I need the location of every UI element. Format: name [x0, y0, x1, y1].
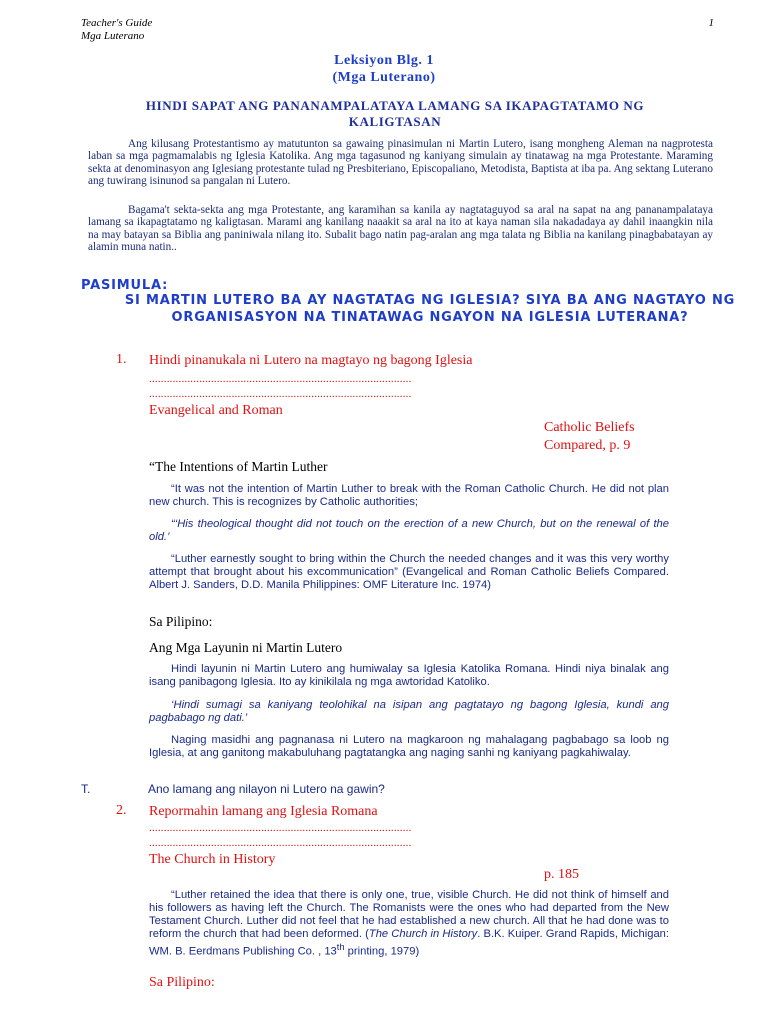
fil-quote-2-text: ‘Hindi sumagi sa kaniyang teolohikal na isipan ang pagtatayo ng bagong Iglesia, kundi ang pagbabago ng dati.’: [149, 699, 669, 724]
point-2-sa-pilipino: Sa Pilipino:: [149, 975, 215, 990]
running-header: [81, 17, 152, 43]
point-2-quote-text-c: printing, 1979): [344, 945, 420, 958]
fil-quote-3-text: Naging masidhi ang pagnanasa ni Lutero na magkaroon ng mahalagang pagbabago sa loob ng Iglesia, at ang ganitong makabuluhang pagtatangka ang naging sanhi ng kaniyang pagkahiwalay.: [149, 734, 669, 759]
point-1-text: Hindi pinanukala ni Lutero na magtayo ng bagong Iglesia: [149, 353, 473, 368]
page-number: 1: [708, 17, 714, 29]
point-1-blank-line-2: .........................................................................................: [149, 388, 412, 400]
point-1-filipino-heading: Ang Mga Layunin ni Martin Lutero: [149, 640, 343, 655]
point-2-number: 2.: [116, 803, 127, 818]
header-guide: Teacher's Guide: [81, 17, 153, 29]
point-2-blank-line-1: .........................................................................................: [149, 822, 412, 834]
point-1-quote-1: [149, 483, 669, 509]
point-2-quote-text-a: “Luther retained the idea that there is only one, true, visible Church. He did not think of himself and his followers as having left the Church. The Romanists were the ones who had departed from the New Testament Church. Luther did not feel that he had established a new church. All that he had done was to reform the church that had been deformed. (: [149, 889, 669, 940]
lesson-title: HINDI SAPAT ANG PANANAMPALATAYA LAMANG SA IKAPAGTATAMO NG KALIGTASAN: [145, 98, 645, 129]
point-2-quote: [149, 889, 669, 959]
point-1-blank-line-1: .........................................................................................: [149, 373, 412, 385]
point-2-quote-sup: th: [336, 942, 345, 952]
point-1-book-title-cont: Catholic Beliefs: [544, 420, 635, 435]
pasimula-question: SI MARTIN LUTERO BA AY NAGTATAG NG IGLESIA? SIYA BA ANG NAGTAYO NG ORGANISASYON NA TINATAWAG NGAYON NA IGLESIA LUTERANA?: [124, 293, 736, 325]
point-2-quote-book-title: The Church in History: [368, 928, 478, 940]
pasimula-label: PASIMULA:: [81, 278, 169, 293]
point-2-book-title: The Church in History: [149, 852, 276, 867]
quote-3-text: “Luther earnestly sought to bring within the Church the needed changes and it was this very worthy attempt that brought about his excommunication” (Evangelical and Roman Catholic Beliefs Compared. Albert J. Sanders, D.D. Manila Philippines: OMF Literature Inc. 1974): [149, 553, 669, 591]
header-subject: Mga Luterano: [81, 30, 145, 42]
point-1-book-title: Evangelical and Roman: [149, 403, 283, 418]
point-2-blank-line-2: .........................................................................................: [149, 837, 412, 849]
point-1-fil-quote-2: [149, 699, 669, 725]
lesson-number: Leksiyon Blg. 1: [334, 53, 434, 68]
point-2-text: Repormahin lamang ang Iglesia Romana: [149, 804, 378, 819]
teacher-question-label: T.: [81, 782, 91, 796]
fil-quote-1-text: Hindi layunin ni Martin Lutero ang humiwalay sa Iglesia Katolika Romana. Hindi niya binalak ang isang panibagong Iglesia. Ito ay kinikilala ng mga awtoridad Katoliko.: [149, 663, 669, 688]
point-1-quote-3: [149, 553, 669, 592]
point-1-fil-quote-1: [149, 663, 669, 689]
intro-paragraph-2: [88, 204, 713, 254]
point-1-quote-2: [149, 518, 669, 544]
point-1-number: 1.: [116, 352, 127, 367]
point-1-book-page: Compared, p. 9: [544, 438, 631, 453]
intro-paragraph-1: [88, 138, 713, 188]
teacher-question-text: Ano lamang ang nilayon ni Lutero na gawin?: [148, 782, 385, 796]
point-1-quote-heading: “The Intentions of Martin Luther: [149, 459, 328, 474]
teacher-question: [81, 782, 385, 796]
point-1-sa-pilipino: Sa Pilipino:: [149, 614, 213, 629]
intro-text-2: Bagama't sekta-sekta ang mga Protestante, ang karamihan sa kanila ay nagtataguyod sa aral na sapat na ang pananampalataya lamang sa ikapagtatamo ng kaligtasan. Marami ang kanilang naaakit sa aral na ito at kaya naman sila nakadadaya ay dahil inaangkin nila na may batayan sa Biblia ang paniniwala nilang ito. Subalit bago natin pag-aralan ang mga talata ng Biblia na kanilang pinagbabatayan ay alamin muna natin..: [88, 204, 713, 254]
lesson-heading: [0, 52, 768, 86]
point-2-quote-text-b: . B.K. Kuiper. Grand Rapids, Michigan: WM. B. Eerdmans Publishing Co. , 13: [149, 928, 669, 958]
point-1-fil-quote-3: [149, 734, 669, 760]
point-2-book-page: p. 185: [544, 867, 579, 882]
quote-2-text: “‘His theological thought did not touch on the erection of a new Church, but on the renewal of the old.’: [149, 518, 669, 543]
quote-1-text: “It was not the intention of Martin Luther to break with the Roman Catholic Church. He did not plan new church. This is recognizes by Catholic authorities;: [149, 483, 669, 508]
intro-text-1: Ang kilusang Protestantismo ay matutunton sa gawaing pinasimulan ni Martin Lutero, isang mongheng Aleman na nagprotesta laban sa mga pagmamalabis ng Iglesia Katolika. Ang mga tagasunod ng kaniyang simulain ay tinatawag na mga Protestante. Maraming sekta at denominasyon ang Iglesiang protestante tulad ng Presbiteriano, Episcopaliano, Metodista, Baptista at iba pa. Ang sektang Luterano ang tuwirang isinunod sa pangalan ni Lutero.: [88, 138, 713, 188]
lesson-group: (Mga Luterano): [332, 70, 436, 85]
point-1-book-ref: [544, 419, 635, 455]
